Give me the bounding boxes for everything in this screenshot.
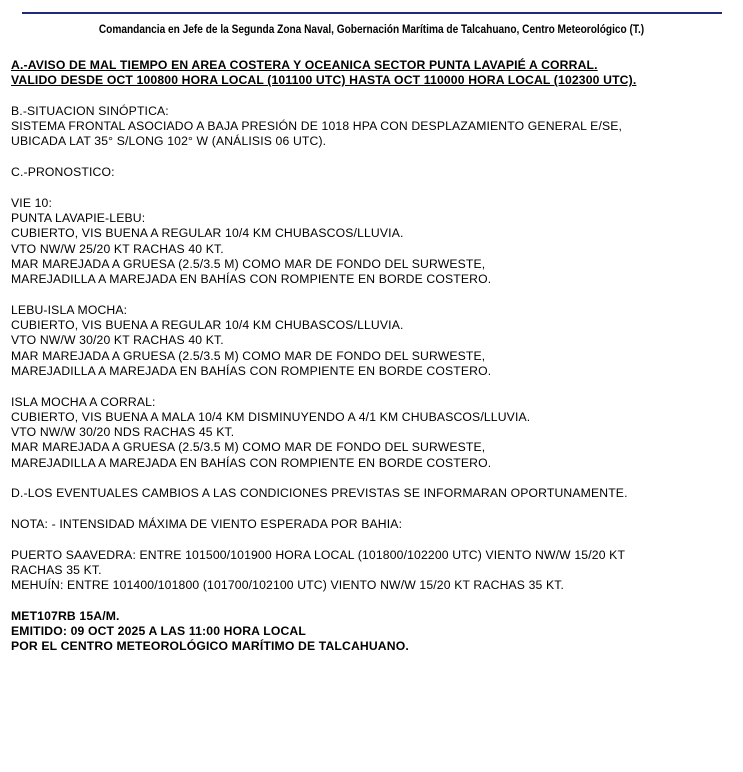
synoptic-line-2: UBICADA LAT 35° S/LONG 102° W (ANÁLISIS 06 UTC).	[11, 134, 327, 149]
zone-name: PUNTA LAVAPIE-LEBU:	[11, 210, 146, 225]
zone-block	[11, 303, 736, 379]
zone-line: CUBIERTO, VIS BUENA A REGULAR 10/4 KM CHUBASCOS/LLUVIA.	[11, 318, 404, 333]
zone-block	[11, 395, 736, 471]
zone-line: MAR MAREJADA A GRUESA (2.5/3.5 M) COMO MAR DE FONDO DEL SURWESTE,	[11, 348, 486, 363]
zone-line: VTO NW/W 25/20 KT RACHAS 40 KT.	[11, 241, 224, 256]
zone-line: VTO NW/W 30/20 KT RACHAS 40 KT.	[11, 333, 224, 348]
changes-notice: D.-LOS EVENTUALES CAMBIOS A LAS CONDICIONES PREVISTAS SE INFORMARAN OPORTUNAMENTE.	[11, 486, 628, 501]
zone-line: MAREJADILLA A MAREJADA EN BAHÍAS CON ROMPIENTE EN BORDE COSTERO.	[11, 272, 492, 287]
zone-line: CUBIERTO, VIS BUENA A MALA 10/4 KM DISMINUYENDO A 4/1 KM CHUBASCOS/LLUVIA.	[11, 409, 531, 424]
warning-document	[11, 58, 736, 655]
zone-name: LEBU-ISLA MOCHA:	[11, 302, 128, 317]
header-rule	[22, 12, 722, 14]
zone-line: MAR MAREJADA A GRUESA (2.5/3.5 M) COMO MAR DE FONDO DEL SURWESTE,	[11, 256, 486, 271]
zone-line: MAREJADILLA A MAREJADA EN BAHÍAS CON ROMPIENTE EN BORDE COSTERO.	[11, 455, 492, 470]
forecast-heading: C.-PRONOSTICO:	[11, 165, 115, 180]
zone-line: CUBIERTO, VIS BUENA A REGULAR 10/4 KM CHUBASCOS/LLUVIA.	[11, 226, 404, 241]
synoptic-line-1: SISTEMA FRONTAL ASOCIADO A BAJA PRESIÓN DE 1018 HPA CON DESPLAZAMIENTO GENERAL E/SE,	[11, 119, 623, 134]
footer-issued: EMITIDO: 09 OCT 2025 A LAS 11:00 HORA LOCAL	[11, 623, 306, 638]
warning-title-line-2: VALIDO DESDE OCT 100800 HORA LOCAL (101100 UTC) HASTA OCT 110000 HORA LOCAL (102300 UTC).	[11, 73, 637, 88]
note-saavedra-line-1: PUERTO SAAVEDRA: ENTRE 101500/101900 HORA LOCAL (101800/102200 UTC) VIENTO NW/W 15/20 KT	[11, 547, 626, 562]
warning-title-line-1: A.-AVISO DE MAL TIEMPO EN AREA COSTERA Y OCEANICA SECTOR PUNTA LAVAPIÉ A CORRAL.	[11, 58, 598, 72]
footer-issuer: POR EL CENTRO METEOROLÓGICO MARÍTIMO DE TALCAHUANO.	[11, 639, 409, 654]
synoptic-heading: B.-SITUACION SINÓPTICA:	[11, 103, 169, 118]
zone-line: MAR MAREJADA A GRUESA (2.5/3.5 M) COMO MAR DE FONDO DEL SURWESTE,	[11, 440, 486, 455]
note-heading: NOTA: - INTENSIDAD MÁXIMA DE VIENTO ESPERADA POR BAHIA:	[11, 516, 403, 531]
note-saavedra-line-2: RACHAS 35 KT.	[11, 562, 102, 577]
footer-code: MET107RB 15A/M.	[11, 608, 120, 623]
zone-line: MAREJADILLA A MAREJADA EN BAHÍAS CON ROMPIENTE EN BORDE COSTERO.	[11, 363, 492, 378]
zone-line: VTO NW/W 30/20 NDS RACHAS 45 KT.	[11, 425, 235, 440]
note-mehuin: MEHUÍN: ENTRE 101400/101800 (101700/102100 UTC) VIENTO NW/W 15/20 KT RACHAS 35 KT.	[11, 578, 565, 593]
zone-name: ISLA MOCHA A CORRAL:	[11, 394, 156, 409]
zone-block	[11, 211, 736, 287]
forecast-day: VIE 10:	[11, 195, 53, 210]
document-header: Comandancia en Jefe de la Segunda Zona Naval, Gobernación Marítima de Talcahuano, Centro Meteorológico (T.)	[98, 24, 645, 36]
